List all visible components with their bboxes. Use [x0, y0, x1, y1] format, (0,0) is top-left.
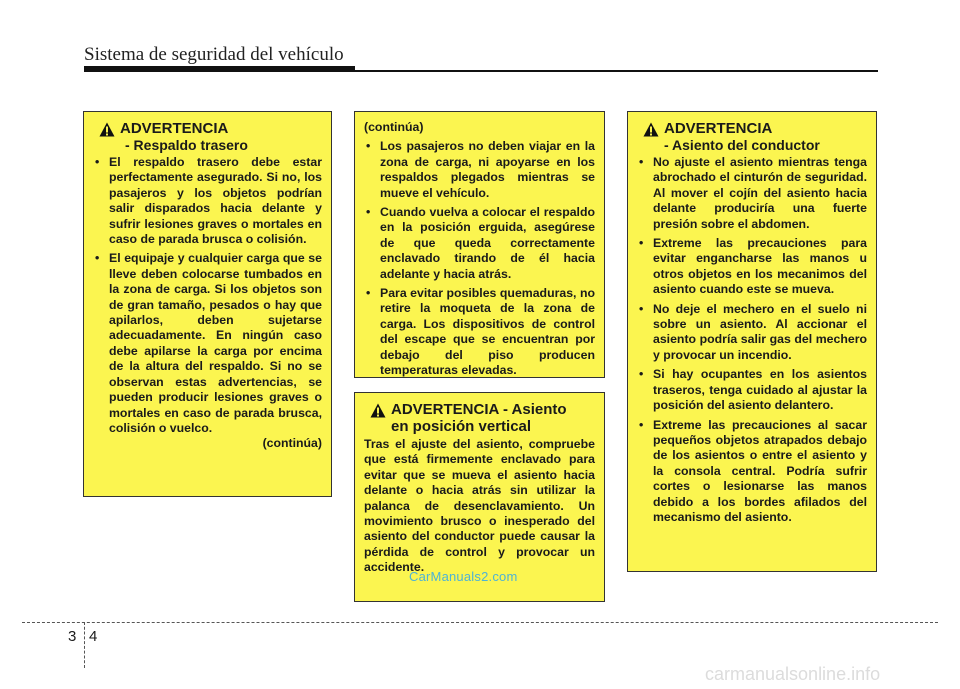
- warning-list: [93, 155, 322, 436]
- list-item: • Extreme las precauciones al sacar pequeños objetos atrapados debajo de los asientos o entre el asiento y la consola central. Podría sufrir cortes o lesionarse las manos debido a los bordes afilados del mecanismo del asiento.: [637, 418, 867, 526]
- warning-subtitle: - Respaldo trasero: [125, 137, 248, 153]
- watermark-site: carmanualsonline.info: [705, 664, 881, 684]
- list-item: • No deje el mechero en el suelo ni sobre un asiento. Al accionar el asiento podría salir gas del mechero y provocar un incendio.: [637, 302, 867, 364]
- warning-box-continued: [354, 111, 605, 378]
- warning-header: [364, 401, 595, 435]
- list-item: • Si hay ocupantes en los asientos traseros, tenga cuidado al ajustar la posición del asiento delantero.: [637, 367, 867, 413]
- header-rule: [84, 70, 878, 72]
- list-item: • El respaldo trasero debe estar perfectamente asegurado. Si no, los pasajeros y los objetos podrían salir disparados hacia delante y sufrir lesiones graves o mortales en caso de parada brusca o colisión.: [93, 155, 322, 247]
- list-item: • Los pasajeros no deben viajar en la zona de carga, ni apoyarse en los respaldos plegados mientras se mueve el vehículo.: [364, 139, 595, 201]
- warning-text: Tras el ajuste del asiento, compruebe que está firmemente enclavado para evitar que se mueva el asiento hacia delante o hacia atrás sin utilizar la palanca de desenclavamiento. Un movimiento brusco o inesperado del asiento del conductor puede causar la pérdida de control y provocar un accidente.: [364, 437, 595, 575]
- warning-triangle-icon: [643, 122, 659, 137]
- page-section-number: 3: [68, 628, 77, 645]
- warning-title: ADVERTENCIA: [664, 120, 773, 137]
- list-item: • El equipaje y cualquier carga que se lleve deben colocarse tumbados en la zona de carga. Si los objetos son de gran tamaño, pesados o hay que apilarlos, deben sujetarse adecuadamente. En ningún caso debe apilarse la carga por encima de la altura del respaldo. Si no se observan estas advertencias, se pueden producir lesiones graves o mortales en caso de parada brusca, colisión o vuelco.: [93, 251, 322, 436]
- page-number: 4: [89, 628, 98, 645]
- warning-subtitle: - Asiento del conductor: [664, 137, 820, 153]
- warning-title: ADVERTENCIA - Asiento: [391, 401, 567, 418]
- continued-note: (continúa): [364, 120, 424, 134]
- warning-header: [637, 120, 867, 153]
- footer-divider: [22, 622, 938, 623]
- list-item: • Cuando vuelva a colocar el respaldo en la posición erguida, asegúrese de que queda correctamente enclavado tirando de él hacia adelante y hacia atrás.: [364, 205, 595, 282]
- list-item: • Extreme las precauciones para evitar engancharse las manos u otros objetos en los mecanimos del asiento cuando este se mueva.: [637, 236, 867, 298]
- warning-list: [364, 139, 595, 378]
- page-title: Sistema de seguridad del vehículo: [84, 44, 344, 65]
- warning-list: [637, 155, 867, 525]
- warning-subtitle: en posición vertical: [391, 418, 532, 435]
- warning-title: ADVERTENCIA: [120, 120, 229, 137]
- warning-header: [93, 120, 322, 153]
- footer-vertical-divider: [84, 622, 85, 668]
- continues-note: (continúa): [262, 436, 322, 451]
- list-item: • No ajuste el asiento mientras tenga abrochado el cinturón de seguridad. Al mover el cojín del asiento hacia delante produciría una fuerte presión sobre el abdomen.: [637, 155, 867, 232]
- warning-triangle-icon: [99, 122, 115, 137]
- warning-triangle-icon: [370, 403, 386, 418]
- warning-box-rear-backrest: [83, 111, 332, 497]
- watermark-link[interactable]: CarManuals2.com: [409, 569, 518, 584]
- warning-box-driver-seat: [627, 111, 877, 572]
- list-item: • Para evitar posibles quemaduras, no retire la moqueta de la zona de carga. Los dispositivos de control del escape que se encuentran por debajo del piso producen temperaturas elevadas.: [364, 286, 595, 378]
